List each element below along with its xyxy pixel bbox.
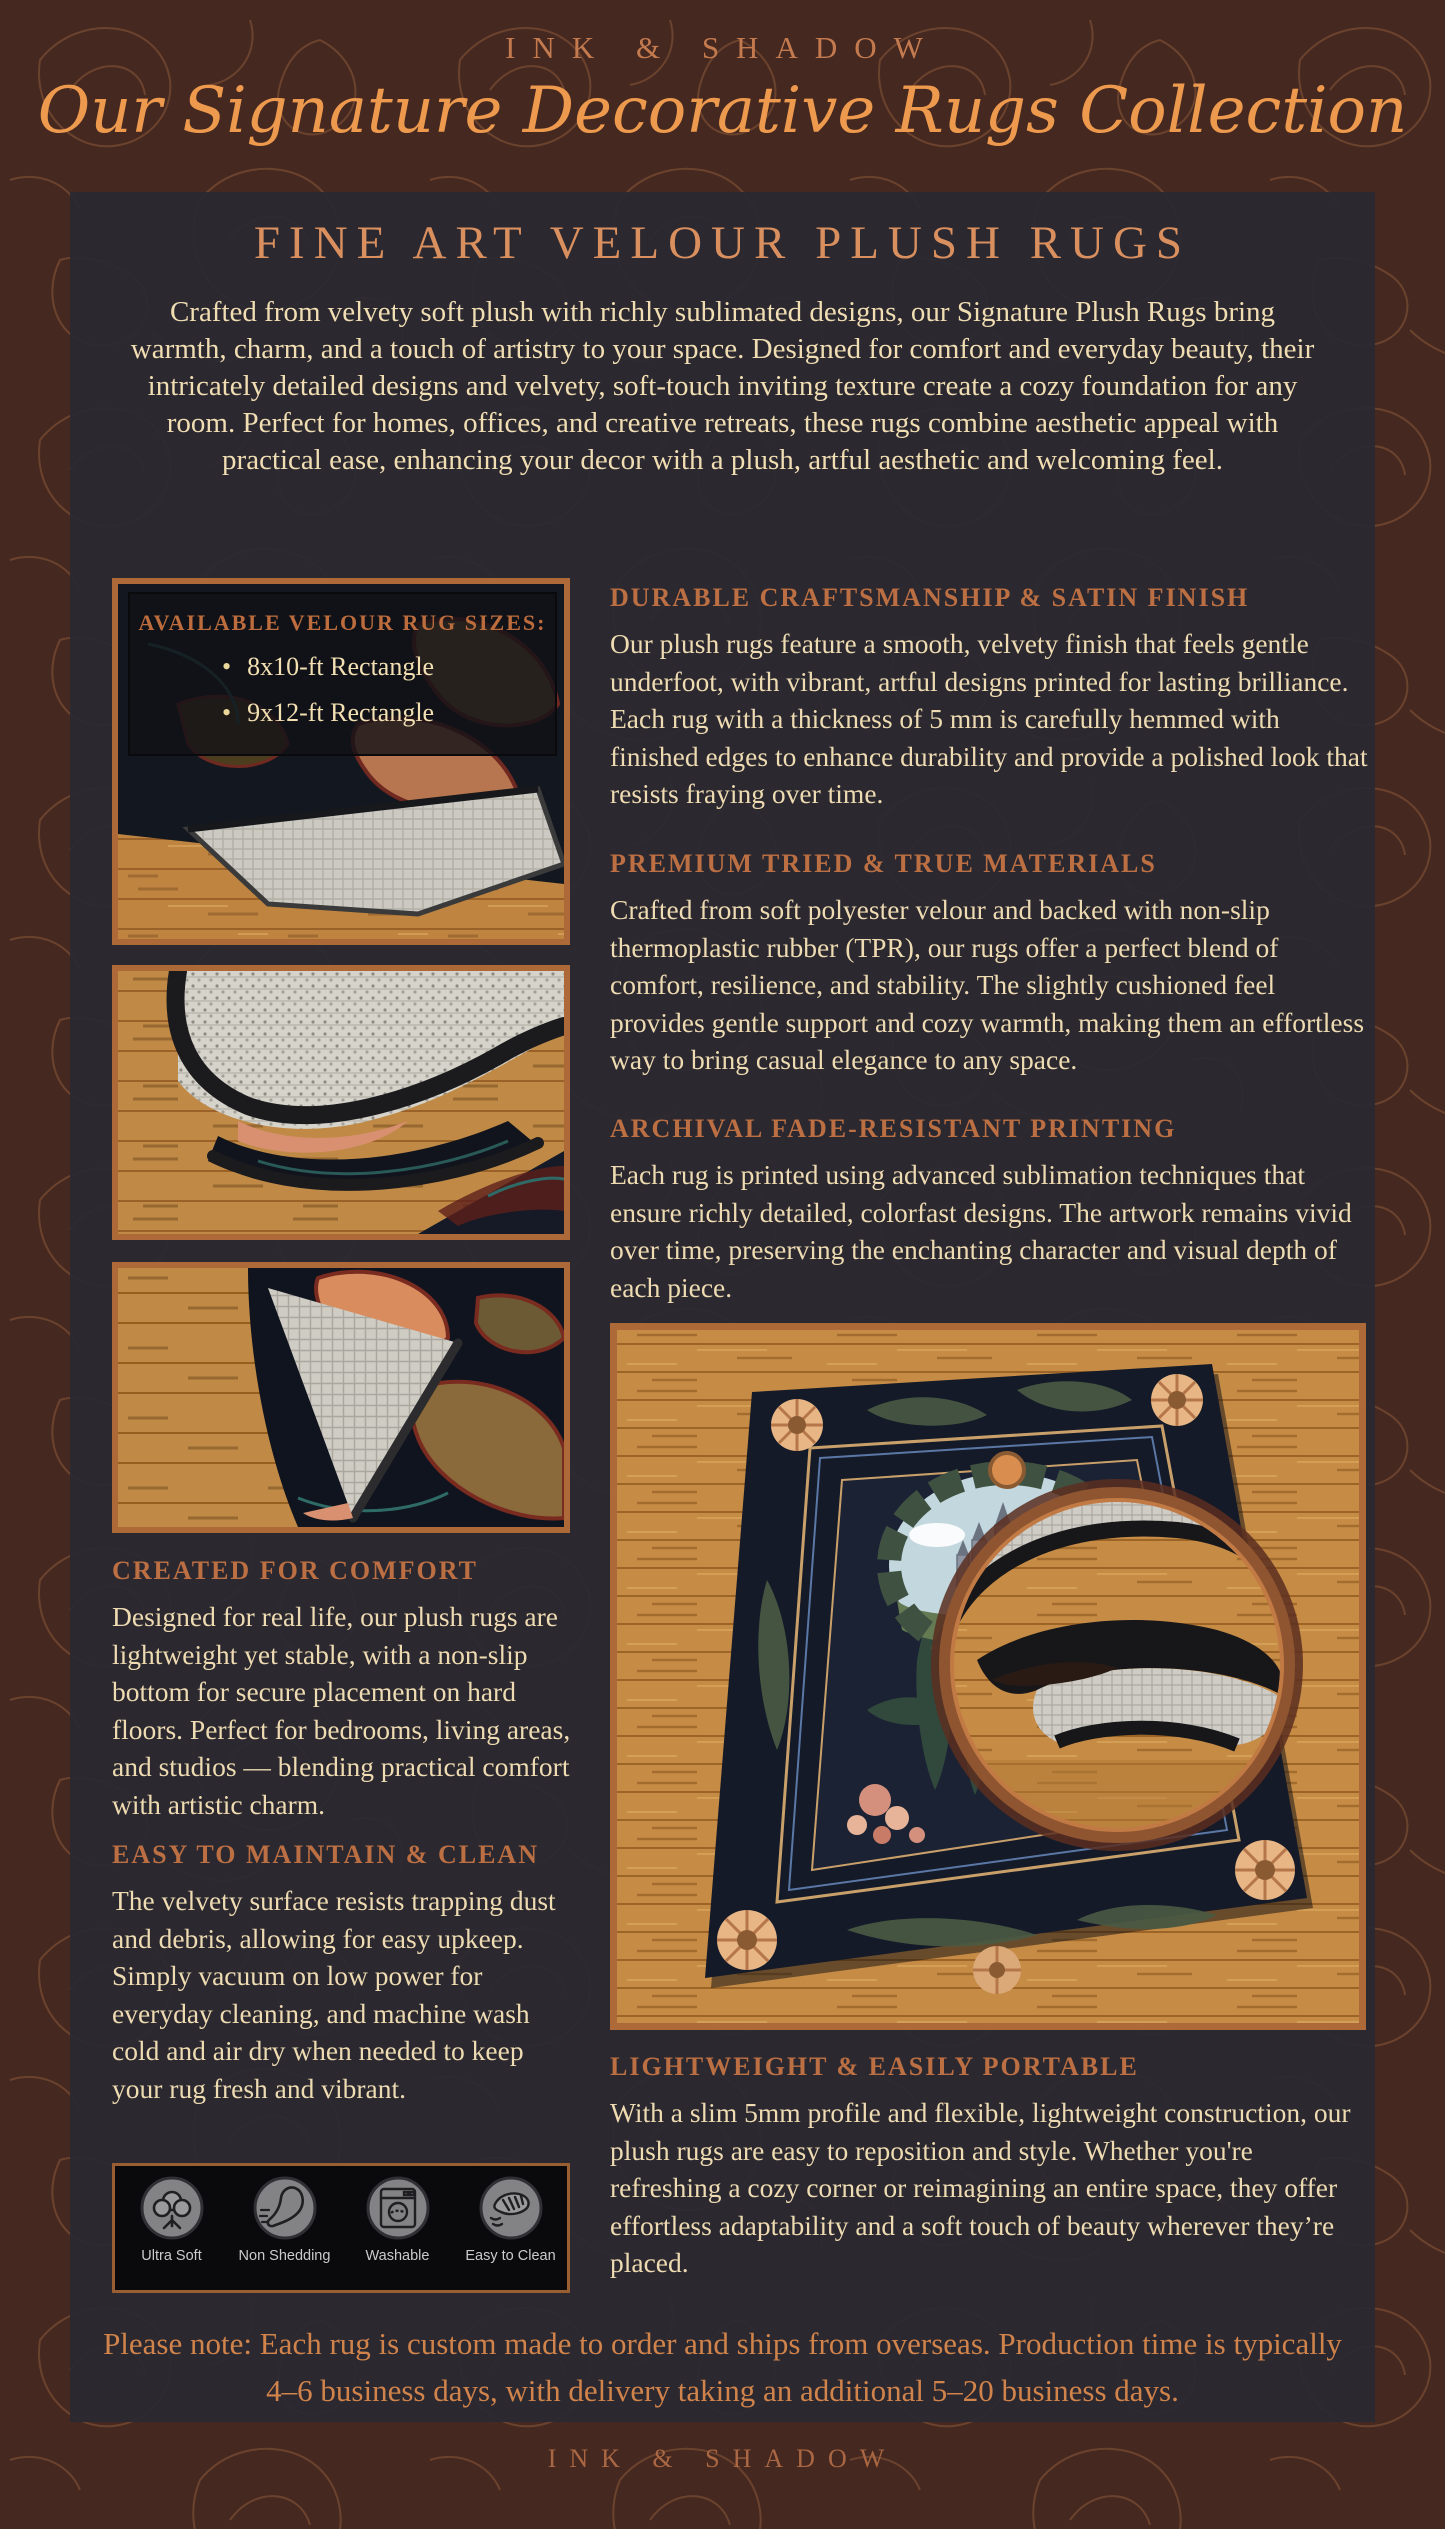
size-option: • 8x10-ft Rectangle — [222, 652, 434, 682]
section-body-created-for-comfort: Designed for real life, our plush rugs are lightweight yet stable, with a non-slip bottom for secure placement on hard floors. Perfect for bedrooms, living areas, and studios — blending practical comfort with artistic charm. — [112, 1601, 571, 1820]
feature-icons-strip — [112, 2163, 570, 2293]
photo-full-rug-with-inset — [610, 1323, 1366, 2030]
feature-label: Ultra Soft — [141, 2248, 202, 2264]
feature-label: Non Shedding — [238, 2248, 331, 2264]
feature-label: Easy to Clean — [465, 2248, 556, 2264]
feature-ultra-soft — [115, 2166, 228, 2290]
feature-label: Washable — [365, 2248, 430, 2264]
cotton-icon — [140, 2176, 204, 2240]
sizes-box — [128, 592, 557, 756]
section-heading-lightweight-portable: LIGHTWEIGHT & EASILY PORTABLE — [610, 2052, 1139, 2081]
feature-easy-to-clean — [454, 2166, 567, 2290]
foot-icon — [253, 2176, 317, 2240]
footer-brand-name: INK & SHADOW — [547, 2444, 898, 2473]
hand-wipe-icon — [479, 2176, 543, 2240]
section-body-easy-to-maintain: The velvety surface resists trapping dust and debris, allowing for easy upkeep. Simply vacuum on low power for everyday cleaning, and machine wash cold and air dry when needed to keep your rug fresh and vibrant. — [112, 1885, 556, 2104]
section-heading-premium-materials: PREMIUM TRIED & TRUE MATERIALS — [610, 849, 1157, 878]
section-heading-durable-craftsmanship: DURABLE CRAFTSMANSHIP & SATIN FINISH — [610, 583, 1250, 612]
section-body-lightweight-portable: With a slim 5mm profile and flexible, lightweight construction, our plush rugs are easy to reposition and style. Whether you're refreshing a cozy corner or reimagining an entire space, they offer effortless adaptability and a soft touch of beauty wherever they’re placed. — [610, 2097, 1351, 2278]
page-title: FINE ART VELOUR PLUSH RUGS — [253, 217, 1192, 269]
section-heading-created-for-comfort: CREATED FOR COMFORT — [112, 1556, 478, 1585]
section-body-durable-craftsmanship: Our plush rugs feature a smooth, velvety finish that feels gentle underfoot, with vibrant, artful designs printed for lasting brilliance. Each rug with a thickness of 5 mm is carefully hemmed with finished edges to enhance durability and provide a polished look that resists fraying over time. — [610, 628, 1368, 809]
feature-non-shedding — [228, 2166, 341, 2290]
production-note: Please note: Each rug is custom made to order and ships from overseas. Production time is typically 4–6 business days, with delivery taking an additional 5–20 business days. — [103, 2326, 1342, 2408]
section-body-premium-materials: Crafted from soft polyester velour and backed with non-slip thermoplastic rubber (TPR), our rugs offer a perfect blend of comfort, resilience, and stability. The slightly cushioned feel provides gentle support and cozy warmth, making them an effortless way to bring casual elegance to any space. — [610, 894, 1365, 1075]
brand-name: INK & SHADOW — [505, 30, 940, 65]
section-heading-easy-to-maintain: EASY TO MAINTAIN & CLEAN — [112, 1840, 539, 1869]
section-heading-archival-printing: ARCHIVAL FADE-RESISTANT PRINTING — [610, 1114, 1177, 1143]
size-option: • 9x12-ft Rectangle — [222, 698, 434, 728]
folded-edge-illustration — [118, 971, 564, 1234]
lifted-corner-illustration — [118, 1268, 564, 1527]
full-rug-illustration — [617, 1330, 1359, 2023]
photo-rug-corner-with-sizes — [112, 578, 570, 945]
intro-paragraph: Crafted from velvety soft plush with richly sublimated designs, our Signature Plush Rugs bring warmth, charm, and a touch of artistry to your space. Designed for comfort and everyday beauty, their intricately detailed designs and velvety, soft-touch inviting texture create a cozy foundation for any room. Perfect for homes, offices, and creative retreats, these rugs combine aesthetic appeal with practical ease, enhancing your decor with a plush, artful aesthetic and welcoming feel. — [130, 296, 1315, 476]
photo-folded-edge-closeup — [112, 965, 570, 1240]
collection-title: Our Signature Decorative Rugs Collection — [37, 74, 1408, 148]
sizes-heading: AVAILABLE VELOUR RUG SIZES: — [138, 610, 547, 635]
washing-machine-icon — [366, 2176, 430, 2240]
photo-lifted-corner-backing — [112, 1262, 570, 1533]
section-body-archival-printing: Each rug is printed using advanced sublimation techniques that ensure richly detailed, colorfast designs. The artwork remains vivid over time, preserving the enchanting character and visual depth of each piece. — [610, 1159, 1352, 1303]
feature-washable — [341, 2166, 454, 2290]
